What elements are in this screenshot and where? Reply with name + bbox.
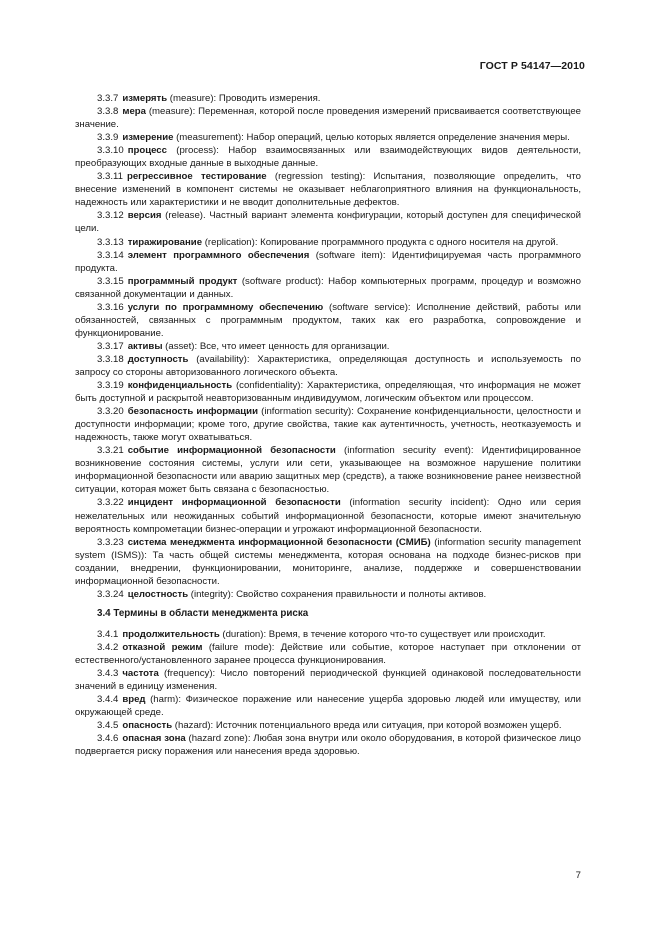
term-name: измерять <box>122 93 168 104</box>
term-entry <box>75 105 581 131</box>
term-name: активы <box>127 340 163 352</box>
term-name: услуги по программному обеспечению <box>127 301 324 313</box>
terms-list-3-3 <box>75 92 581 601</box>
term-entry <box>75 405 581 444</box>
term-name: событие информационной безопасности <box>127 445 336 457</box>
term-definition: (integrity): Свойство сохранения правильности и полноты активов. <box>188 588 487 600</box>
term-definition: (hazard zone): Любая зона внутри или около оборудования, в которой физическое лицо подвергается риску поражения или нанесения вреда здоровью. <box>75 733 581 758</box>
term-definition: (failure mode): Действие или событие, которое наступает при отклонении от естественного/установленного заранее процесса функционирования. <box>75 641 581 666</box>
term-name: программный продукт <box>127 275 238 287</box>
term-definition: (duration): Время, в течение которого что-то существует или происходит. <box>219 628 546 640</box>
term-number: 3.4.2 <box>97 641 119 653</box>
term-definition: (release). Частный вариант элемента конфигурации, который доступен для специфической цели. <box>75 210 581 235</box>
term-definition: (software item): Идентифицируемая часть программного продукта. <box>75 249 581 274</box>
term-name: измерение <box>122 132 174 144</box>
term-number: 3.3.19 <box>97 380 124 392</box>
term-number: 3.3.23 <box>97 536 124 548</box>
term-number: 3.3.11 <box>97 171 123 183</box>
term-number: 3.4.6 <box>97 733 119 745</box>
term-entry <box>75 444 581 496</box>
term-entry <box>75 92 581 105</box>
term-number: 3.4.3 <box>97 668 119 680</box>
term-name: опасная зона <box>122 733 186 745</box>
term-entry <box>75 536 581 588</box>
term-name: процесс <box>127 145 167 157</box>
term-entry <box>75 249 581 275</box>
term-entry <box>75 131 581 144</box>
term-number: 3.4.4 <box>97 694 119 706</box>
term-definition: (replication): Копирование программного продукта с одного носителя на другой. <box>202 236 559 248</box>
section-heading: 3.4 Термины в области менеджмента риска <box>97 607 309 619</box>
term-definition: (harm): Физическое поражение или нанесение ущерба здоровью людей или имуществу, или окружающей среде. <box>75 694 581 719</box>
term-entry <box>75 732 581 758</box>
term-entry <box>75 641 581 667</box>
term-definition: (measure): Переменная, которой после проведения измерений присваивается соответствующее значение. <box>75 106 581 131</box>
term-name: элемент программного обеспечения <box>127 249 310 261</box>
term-entry <box>75 170 581 209</box>
term-number: 3.4.1 <box>97 628 119 640</box>
term-number: 3.3.8 <box>97 106 119 118</box>
term-name: безопасность информации <box>127 406 258 418</box>
term-name: частота <box>122 668 159 680</box>
term-number: 3.3.13 <box>97 236 124 248</box>
term-entry <box>75 588 581 601</box>
term-number: 3.3.16 <box>97 301 124 313</box>
term-number: 3.4.5 <box>97 720 119 732</box>
term-definition: (information security event): Идентифицированное возникновение состояния системы, услуги или сети, указывающее на возможное нарушение политики информационной безопасности или аварию защитных мер (средств), а также возникновение ранее неизвестной ситуации, которая может быть связана с безопасностью. <box>75 445 581 496</box>
term-number: 3.3.12 <box>97 210 124 222</box>
term-definition: (hazard): Источник потенциального вреда или ситуация, при которой возможен ущерб. <box>172 720 562 732</box>
term-name: версия <box>127 210 162 222</box>
term-number: 3.3.15 <box>97 275 124 287</box>
term-name: отказной режим <box>122 641 203 653</box>
term-entry <box>75 628 581 641</box>
term-entry <box>75 144 581 170</box>
term-definition: (information security incident): Одно или серия нежелательных или неожиданных событий информационной безопасности, которые имеют значительную вероятность компрометации бизнес-операции и угрожают информационной безопасности. <box>75 497 581 535</box>
term-definition: (software product): Набор компьютерных программ, процедур и возможно связанной документации и данных. <box>75 275 582 300</box>
standard-header: ГОСТ Р 54147—2010 <box>479 60 585 72</box>
document-body <box>75 92 581 758</box>
term-definition: (process): Набор взаимосвязанных или взаимодействующих видов деятельности, преобразующих входные данные в выходные данные. <box>75 145 581 170</box>
term-entry <box>75 379 581 405</box>
term-number: 3.3.17 <box>97 340 124 352</box>
term-number: 3.3.22 <box>97 497 124 509</box>
term-definition: (information security management system (ISMS)): Та часть общей системы менеджмента, которая основана на подходе бизнес-рисков при создании, внедрении, функционировании, мониторинге, анализе, поддержке и совершенствовании информационной безопасности. <box>75 536 582 587</box>
term-name: система менеджмента информационной безопасности (СМИБ) <box>127 536 431 548</box>
term-name: целостность <box>127 588 189 600</box>
term-number: 3.3.18 <box>97 353 124 365</box>
term-name: продолжительность <box>122 628 220 640</box>
term-number: 3.3.24 <box>97 588 124 600</box>
term-definition: (measure): Проводить измерения. <box>167 93 321 104</box>
term-entry <box>75 693 581 719</box>
term-entry <box>75 667 581 693</box>
term-entry <box>75 496 581 535</box>
term-definition: (regression testing): Испытания, позволяющие определить, что внесение изменений в компонент системы не оказывает неблагоприятного влияния на функциональность, надежность или характеристики и не вводит дополнительные дефектов. <box>75 171 582 209</box>
term-entry <box>75 275 581 301</box>
term-number: 3.3.14 <box>97 249 124 261</box>
term-name: доступность <box>127 353 189 365</box>
term-name: инцидент информационной безопасности <box>127 497 341 509</box>
term-entry <box>75 301 581 340</box>
term-definition: (information security): Сохранение конфиденциальности, целостности и доступности информации; кроме того, другие свойства, такие как аутентичность, учетность, неотказуемость и надежность, также могут охватываться. <box>75 406 582 444</box>
term-entry <box>75 340 581 353</box>
term-definition: (asset): Все, что имеет ценность для организации. <box>162 340 390 352</box>
term-name: вред <box>122 694 146 706</box>
term-entry <box>75 209 581 235</box>
term-name: тиражирование <box>127 236 203 248</box>
term-definition: (software service): Исполнение действий, работы или обязанностей, связанных с программным продуктом, таких как его разработка, сопровождение и функционирование. <box>75 301 581 339</box>
term-name: опасность <box>122 720 173 732</box>
term-number: 3.3.7 <box>97 93 119 104</box>
term-definition: (measurement): Набор операций, целью которых является определение значения меры. <box>173 132 570 144</box>
term-name: регрессивное тестирование <box>126 171 267 183</box>
term-entry <box>75 236 581 249</box>
term-name: конфиденциальность <box>127 380 233 392</box>
term-number: 3.3.9 <box>97 132 119 144</box>
term-entry <box>75 719 581 732</box>
term-definition: (confidentiality): Характеристика, определяющая, что информация не может быть доступной и раскрытой неавторизованным индивидуумом, логическим объектом или процессом. <box>75 380 581 405</box>
term-definition: (frequency): Число повторений периодической функцией одинаковой последовательности значений в единицу изменения. <box>75 668 581 693</box>
terms-list-3-4 <box>75 628 581 758</box>
term-number: 3.3.10 <box>97 145 124 157</box>
page-number: 7 <box>575 870 581 881</box>
term-entry <box>75 353 581 379</box>
term-name: мера <box>122 106 146 118</box>
term-number: 3.3.20 <box>97 406 124 418</box>
term-definition: (availability): Характеристика, определяющая доступность и используемость по запросу со стороны авторизованного логического объекта. <box>75 353 581 378</box>
term-number: 3.3.21 <box>97 445 124 457</box>
